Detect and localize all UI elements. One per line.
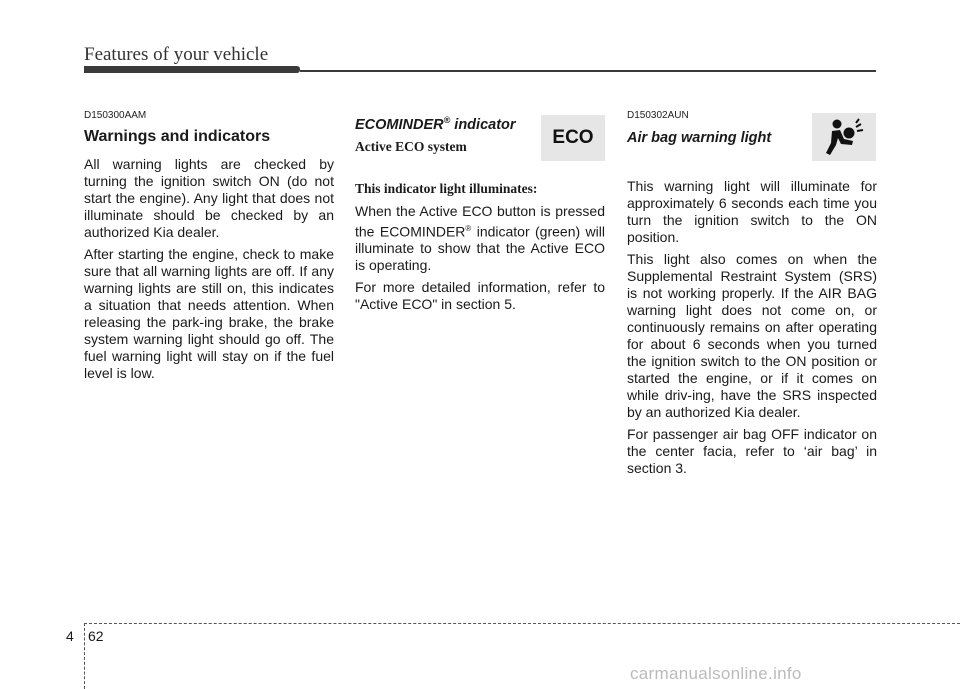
footer-divider: [84, 623, 85, 689]
paragraph: [355, 203, 605, 275]
registered-mark: ®: [443, 115, 451, 125]
heading-text: ECOMINDER: [355, 116, 444, 133]
section-heading: Warnings and indicators: [84, 128, 271, 145]
subheading: Active ECO system: [355, 138, 467, 154]
paragraph: All warning lights are checked by turning the ignition switch ON (do not start the engine). Any light that does not illuminate should be checked by an authorized Kia dealer.: [84, 156, 334, 240]
column-left: [84, 110, 334, 387]
section-code: D150302AUN: [627, 110, 689, 121]
paragraph: For more detailed information, refer to "Active ECO" in section 5.: [355, 279, 605, 313]
footer-line: [84, 623, 960, 624]
subheading: This indicator light illuminates:: [355, 180, 538, 196]
header-bar-thick: [84, 66, 300, 73]
airbag-person-icon: [820, 117, 868, 157]
section-heading: Air bag warning light: [627, 130, 772, 146]
heading-text-rest: indicator: [450, 116, 516, 133]
page-number: 62: [88, 628, 104, 644]
header-bar-thin: [300, 70, 876, 72]
text: indicator (green) will illuminate to show that the Active ECO is operating.: [355, 223, 605, 274]
section-code: D150300AAM: [84, 110, 147, 121]
airbag-warning-icon: [812, 113, 876, 161]
paragraph: After starting the engine, check to make sure that all warning lights are off. If any warning lights are still on, this indicates a situation that needs attention. When releasing the park-ing brake, the brake system warning light should go off. The fuel warning light will stay on if the fuel level is low.: [84, 246, 334, 381]
text: When the Active ECO button is pressed the ECOMINDER: [355, 202, 605, 240]
paragraph: This warning light will illuminate for approximately 6 seconds each time you turn the ignition switch to the ON position.: [627, 178, 877, 245]
section-number: 4: [66, 628, 74, 644]
paragraph: This light also comes on when the Supplemental Restraint System (SRS) is not working properly. If the AIR BAG warning light does not come on, or continuously remains on after operating for about 6 seconds when you turned the ignition switch to the ON position or started the engine, or if it comes on while driv-ing, have the SRS inspected by an authorized Kia dealer.: [627, 251, 877, 420]
column-right: [627, 110, 877, 482]
registered-mark: ®: [465, 223, 472, 233]
eco-indicator-icon: [541, 115, 605, 161]
paragraph: For passenger air bag OFF indicator on the center facia, refer to ‘air bag’ in section 3.: [627, 426, 877, 476]
eco-icon-label: ECO: [552, 127, 594, 148]
page-header-title: Features of your vehicle: [84, 44, 269, 65]
watermark: carmanualsonline.info: [630, 664, 802, 683]
